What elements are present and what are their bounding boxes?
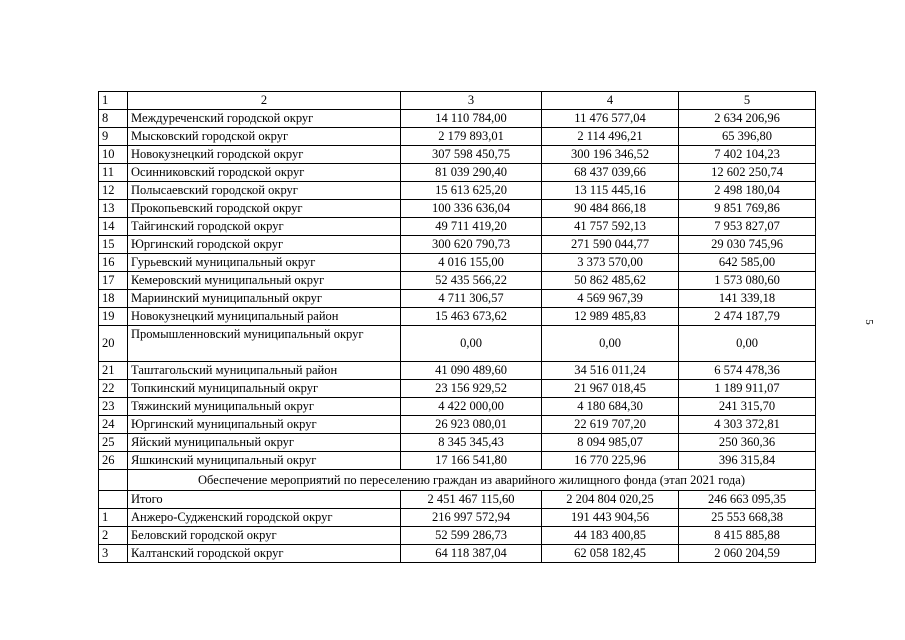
table-row [99, 236, 816, 254]
value-col-4: 68 437 039,66 [542, 164, 679, 182]
row-number: 9 [99, 128, 128, 146]
value-col-3: 41 090 489,60 [401, 362, 542, 380]
value-col-4: 3 373 570,00 [542, 254, 679, 272]
empty-cell [99, 491, 128, 509]
value-col-4: 271 590 044,77 [542, 236, 679, 254]
municipality-name: Новокузнецкий городской округ [128, 146, 401, 164]
municipality-name: Анжеро-Судженский городской округ [128, 509, 401, 527]
municipality-name: Осинниковский городской округ [128, 164, 401, 182]
municipality-name: Таштагольский муниципальный район [128, 362, 401, 380]
value-col-4: 62 058 182,45 [542, 545, 679, 563]
value-col-4: 34 516 011,24 [542, 362, 679, 380]
municipality-name: Тяжинский муниципальный округ [128, 398, 401, 416]
value-col-4: 90 484 866,18 [542, 200, 679, 218]
value-col-5: 29 030 745,96 [679, 236, 816, 254]
value-col-4: 50 862 485,62 [542, 272, 679, 290]
row-number: 20 [99, 326, 128, 362]
table-row [99, 272, 816, 290]
table-row [99, 308, 816, 326]
row-number: 25 [99, 434, 128, 452]
value-col-5: 0,00 [679, 326, 816, 362]
value-col-3: 49 711 419,20 [401, 218, 542, 236]
row-number: 13 [99, 200, 128, 218]
table-row [99, 290, 816, 308]
value-col-4: 12 989 485,83 [542, 308, 679, 326]
value-col-5: 7 953 827,07 [679, 218, 816, 236]
table-row [99, 146, 816, 164]
value-col-5: 141 339,18 [679, 290, 816, 308]
value-col-5: 12 602 250,74 [679, 164, 816, 182]
row-number: 2 [99, 527, 128, 545]
value-col-5: 241 315,70 [679, 398, 816, 416]
value-col-5: 9 851 769,86 [679, 200, 816, 218]
municipality-name: Полысаевский городской округ [128, 182, 401, 200]
table-row [99, 128, 816, 146]
municipality-name: Топкинский муниципальный округ [128, 380, 401, 398]
table-row [99, 200, 816, 218]
value-col-3: 81 039 290,40 [401, 164, 542, 182]
value-col-4: 191 443 904,56 [542, 509, 679, 527]
value-col-5: 7 402 104,23 [679, 146, 816, 164]
municipality-name: Промышленновский муниципальный округ [128, 326, 401, 362]
row-number: 16 [99, 254, 128, 272]
row-number: 18 [99, 290, 128, 308]
value-col-4: 4 569 967,39 [542, 290, 679, 308]
value-col-5: 65 396,80 [679, 128, 816, 146]
total-col-4: 2 204 804 020,25 [542, 491, 679, 509]
value-col-4: 41 757 592,13 [542, 218, 679, 236]
budget-table [98, 91, 816, 563]
value-col-3: 100 336 636,04 [401, 200, 542, 218]
value-col-5: 2 060 204,59 [679, 545, 816, 563]
municipality-name: Тайгинский городской округ [128, 218, 401, 236]
value-col-3: 4 422 000,00 [401, 398, 542, 416]
value-col-5: 25 553 668,38 [679, 509, 816, 527]
row-number: 3 [99, 545, 128, 563]
value-col-3: 64 118 387,04 [401, 545, 542, 563]
row-number: 14 [99, 218, 128, 236]
header-cell: 4 [542, 92, 679, 110]
table-row [99, 254, 816, 272]
table-row [99, 182, 816, 200]
municipality-name: Яйский муниципальный округ [128, 434, 401, 452]
section-title: Обеспечение мероприятий по переселению граждан из аварийного жилищного фонда (этап 2021 года) [128, 470, 816, 491]
municipality-name: Новокузнецкий муниципальный район [128, 308, 401, 326]
value-col-5: 8 415 885,88 [679, 527, 816, 545]
table-row [99, 509, 816, 527]
table-row [99, 434, 816, 452]
value-col-5: 250 360,36 [679, 434, 816, 452]
value-col-3: 15 463 673,62 [401, 308, 542, 326]
header-cell: 1 [99, 92, 128, 110]
row-number: 22 [99, 380, 128, 398]
value-col-4: 22 619 707,20 [542, 416, 679, 434]
value-col-5: 642 585,00 [679, 254, 816, 272]
value-col-3: 14 110 784,00 [401, 110, 542, 128]
value-col-5: 6 574 478,36 [679, 362, 816, 380]
value-col-4: 4 180 684,30 [542, 398, 679, 416]
value-col-4: 44 183 400,85 [542, 527, 679, 545]
value-col-5: 2 474 187,79 [679, 308, 816, 326]
row-number: 24 [99, 416, 128, 434]
row-number: 23 [99, 398, 128, 416]
row-number: 17 [99, 272, 128, 290]
row-number: 10 [99, 146, 128, 164]
value-col-3: 2 179 893,01 [401, 128, 542, 146]
municipality-name: Юргинский городской округ [128, 236, 401, 254]
row-number: 11 [99, 164, 128, 182]
value-col-4: 13 115 445,16 [542, 182, 679, 200]
row-number: 21 [99, 362, 128, 380]
total-label: Итого [128, 491, 401, 509]
value-col-3: 8 345 345,43 [401, 434, 542, 452]
value-col-5: 396 315,84 [679, 452, 816, 470]
municipality-name: Гурьевский муниципальный округ [128, 254, 401, 272]
page-number: 5 [862, 319, 875, 325]
header-row [99, 92, 816, 110]
table-row [99, 218, 816, 236]
table-row [99, 452, 816, 470]
value-col-3: 23 156 929,52 [401, 380, 542, 398]
table-row [99, 398, 816, 416]
municipality-name: Юргинский муниципальный округ [128, 416, 401, 434]
municipality-name: Прокопьевский городской округ [128, 200, 401, 218]
municipality-name: Междуреченский городской округ [128, 110, 401, 128]
table-row [99, 545, 816, 563]
municipality-name: Мариинский муниципальный округ [128, 290, 401, 308]
row-number: 8 [99, 110, 128, 128]
value-col-3: 307 598 450,75 [401, 146, 542, 164]
table-row [99, 164, 816, 182]
table-row [99, 416, 816, 434]
table-row [99, 380, 816, 398]
table-row [99, 362, 816, 380]
value-col-5: 4 303 372,81 [679, 416, 816, 434]
value-col-4: 21 967 018,45 [542, 380, 679, 398]
total-col-3: 2 451 467 115,60 [401, 491, 542, 509]
table-row [99, 326, 816, 362]
value-col-3: 17 166 541,80 [401, 452, 542, 470]
total-row [99, 491, 816, 509]
value-col-4: 11 476 577,04 [542, 110, 679, 128]
municipality-name: Кемеровский муниципальный округ [128, 272, 401, 290]
empty-cell [99, 470, 128, 491]
municipality-name: Яшкинский муниципальный округ [128, 452, 401, 470]
header-cell: 3 [401, 92, 542, 110]
row-number: 12 [99, 182, 128, 200]
value-col-3: 300 620 790,73 [401, 236, 542, 254]
value-col-3: 216 997 572,94 [401, 509, 542, 527]
value-col-4: 2 114 496,21 [542, 128, 679, 146]
value-col-3: 0,00 [401, 326, 542, 362]
value-col-3: 4 016 155,00 [401, 254, 542, 272]
header-cell: 5 [679, 92, 816, 110]
row-number: 26 [99, 452, 128, 470]
value-col-5: 1 189 911,07 [679, 380, 816, 398]
value-col-4: 16 770 225,96 [542, 452, 679, 470]
row-number: 19 [99, 308, 128, 326]
value-col-3: 26 923 080,01 [401, 416, 542, 434]
value-col-4: 0,00 [542, 326, 679, 362]
value-col-4: 300 196 346,52 [542, 146, 679, 164]
value-col-3: 4 711 306,57 [401, 290, 542, 308]
value-col-5: 2 498 180,04 [679, 182, 816, 200]
value-col-4: 8 094 985,07 [542, 434, 679, 452]
section-header-row [99, 470, 816, 491]
municipality-name: Мысковский городской округ [128, 128, 401, 146]
row-number: 15 [99, 236, 128, 254]
value-col-5: 2 634 206,96 [679, 110, 816, 128]
municipality-name: Беловский городской округ [128, 527, 401, 545]
total-col-5: 246 663 095,35 [679, 491, 816, 509]
value-col-5: 1 573 080,60 [679, 272, 816, 290]
table-row [99, 527, 816, 545]
row-number: 1 [99, 509, 128, 527]
value-col-3: 15 613 625,20 [401, 182, 542, 200]
municipality-name: Калтанский городской округ [128, 545, 401, 563]
value-col-3: 52 599 286,73 [401, 527, 542, 545]
value-col-3: 52 435 566,22 [401, 272, 542, 290]
header-cell: 2 [128, 92, 401, 110]
table-row [99, 110, 816, 128]
